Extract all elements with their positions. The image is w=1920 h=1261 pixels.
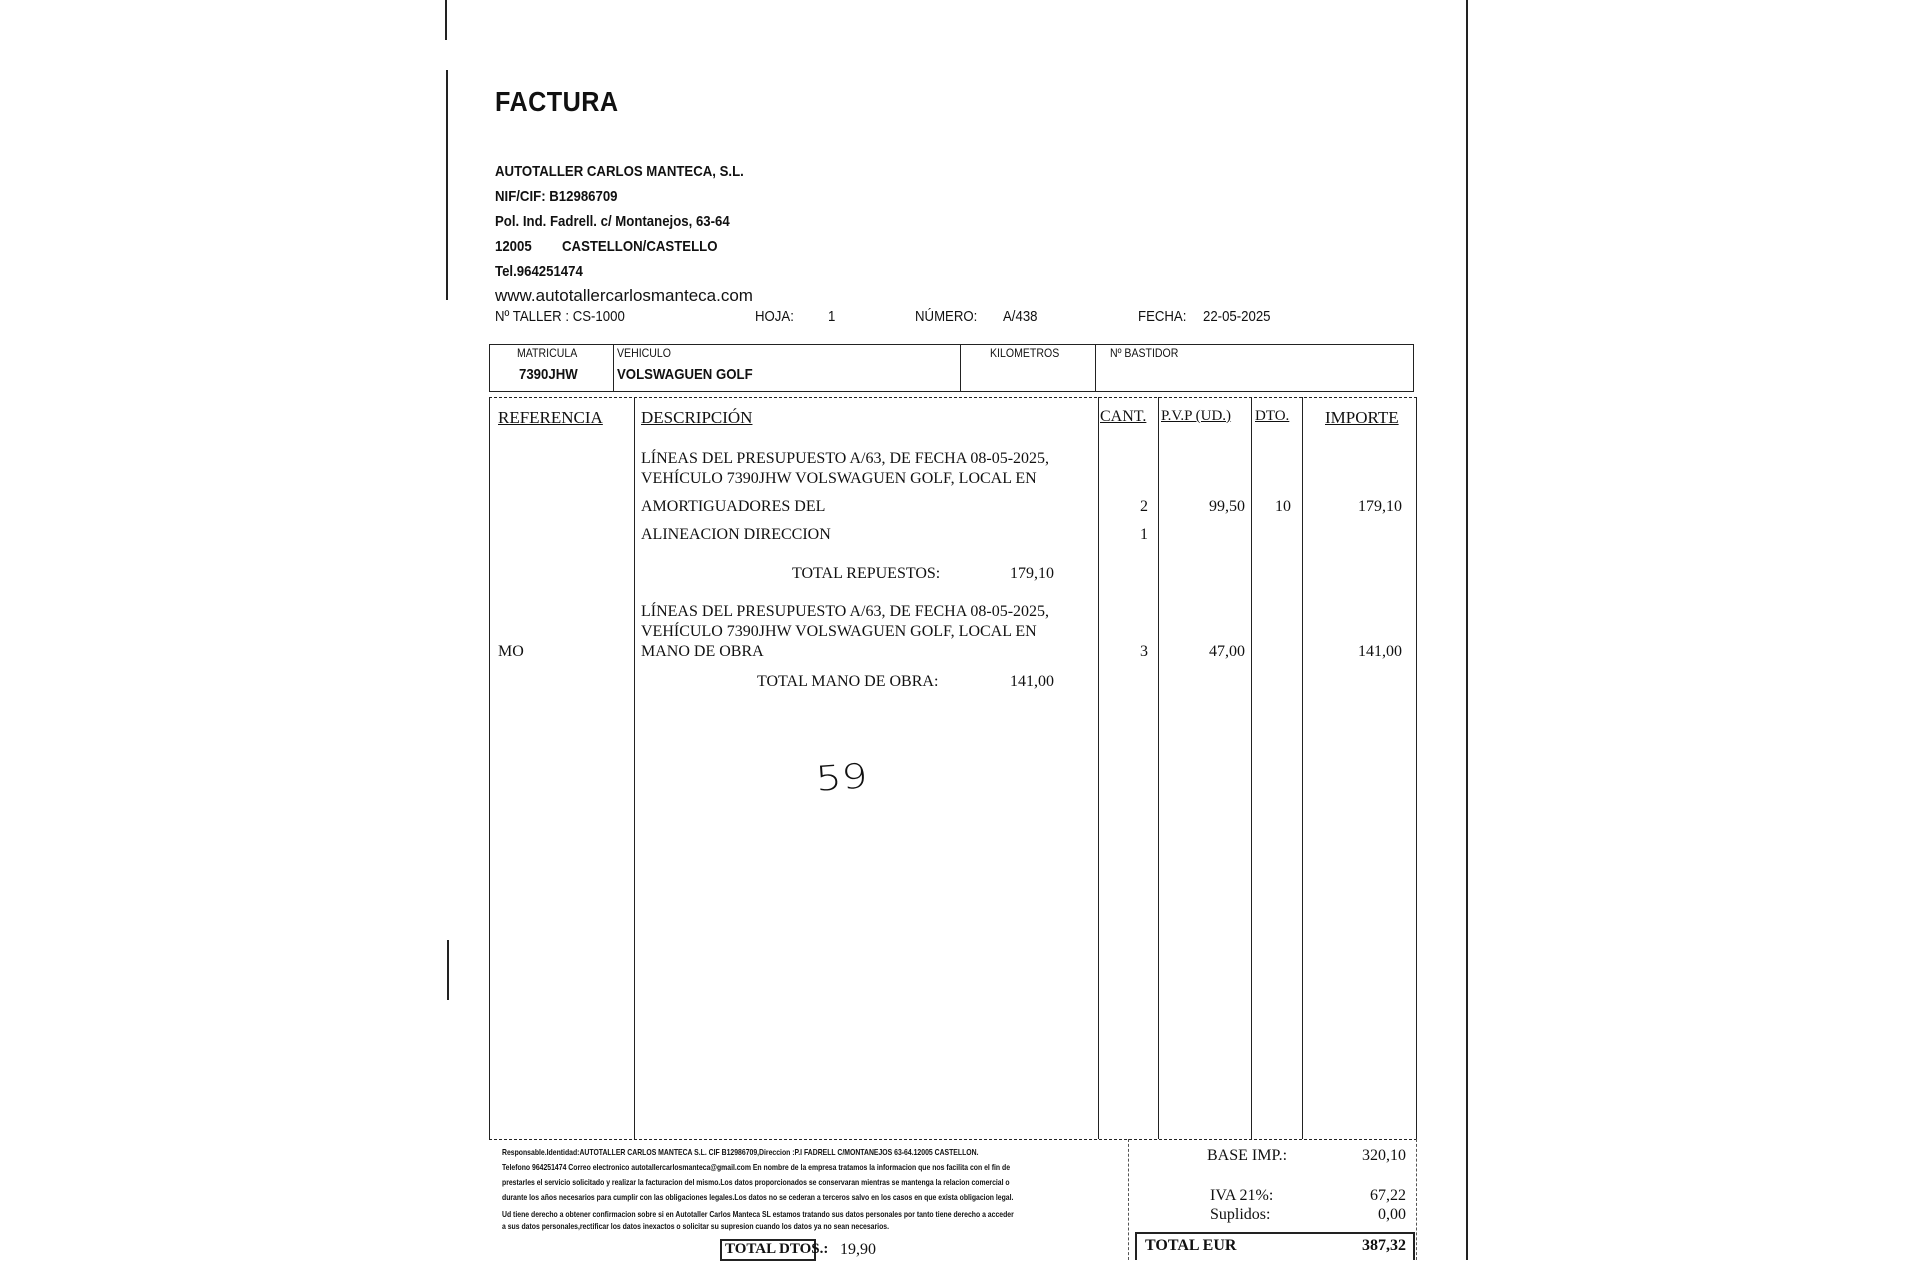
suplidos-value: 0,00: [1378, 1206, 1406, 1223]
totals-box-right-border: [1416, 1139, 1417, 1260]
company-phone: Tel.964251474: [495, 263, 583, 280]
vehicle-divider: [1095, 344, 1096, 392]
block1-subtotal-label: TOTAL REPUESTOS:: [792, 565, 941, 582]
company-name: AUTOTALLER CARLOS MANTECA, S.L.: [495, 163, 744, 180]
totals-box-left-border: [1128, 1139, 1129, 1260]
block1-item1-cant: 2: [1140, 498, 1148, 515]
legal-line-1: Responsable.Identidad:AUTOTALLER CARLOS MANTECA S.L. CIF B12986709,Direccion :P.I FADRELL C/MONTANEJOS 63-64.12005 CASTELLON.: [502, 1147, 979, 1157]
numero-label: NÚMERO:: [915, 308, 978, 325]
block1-desc-line1: LÍNEAS DEL PRESUPUESTO A/63, DE FECHA 08-05-2025,: [641, 450, 1050, 467]
col-header-descripcion: DESCRIPCIÓN: [641, 408, 753, 427]
block1-subtotal-value: 179,10: [1010, 565, 1054, 582]
block1-item2-desc: ALINEACION DIRECCION: [641, 526, 831, 543]
fecha-label: FECHA:: [1138, 308, 1187, 325]
suplidos-label: Suplidos:: [1210, 1206, 1271, 1223]
col-header-cant: CANT.: [1100, 408, 1147, 425]
vehicle-divider: [613, 344, 614, 392]
table-top-border: [489, 397, 1417, 398]
block1-item2-cant: 1: [1140, 526, 1148, 543]
base-imponible-label: BASE IMP.:: [1207, 1147, 1288, 1164]
block2-importe: 141,00: [1358, 643, 1402, 660]
block2-item-desc: MANO DE OBRA: [641, 643, 764, 660]
iva-label: IVA 21%:: [1210, 1187, 1274, 1204]
fecha-value: 22-05-2025: [1203, 308, 1271, 325]
block2-subtotal-value: 141,00: [1010, 673, 1054, 690]
company-city: CASTELLON/CASTELLO: [562, 238, 718, 255]
company-address: Pol. Ind. Fadrell. c/ Montanejos, 63-64: [495, 213, 730, 230]
block1-item1-pvp: 99,50: [1209, 498, 1245, 515]
col-header-referencia: REFERENCIA: [498, 408, 603, 427]
vehicle-divider: [960, 344, 961, 392]
hoja-value: 1: [828, 308, 836, 325]
block2-reference: MO: [498, 643, 524, 660]
legal-line-2: Telefono 964251474 Correo electronico autotallercarlosmanteca@gmail.com En nombre de la empresa tratamos la informacion que nos facilita con el fin de: [502, 1162, 1011, 1172]
col-header-dto: DTO.: [1255, 408, 1290, 424]
block2-subtotal-label: TOTAL MANO DE OBRA:: [757, 673, 939, 690]
company-postal-code: 12005: [495, 238, 532, 255]
total-eur-label: TOTAL EUR: [1145, 1237, 1237, 1254]
block2-desc-line2: VEHÍCULO 7390JHW VOLSWAGUEN GOLF, LOCAL EN: [641, 623, 1037, 640]
block1-desc-line2: VEHÍCULO 7390JHW VOLSWAGUEN GOLF, LOCAL EN: [641, 470, 1037, 487]
scan-edge-right: [1466, 0, 1468, 1260]
block1-item1-dto: 10: [1275, 498, 1291, 515]
kilometros-label: KILOMETROS: [990, 346, 1060, 360]
vehiculo-label: VEHICULO: [617, 346, 671, 360]
legal-line-5: Ud tiene derecho a obtener confirmacion sobre si en Autotaller Carlos Manteca SL estamos tratando sus datos personales por tanto tiene derecho a acceder: [502, 1209, 1014, 1219]
legal-line-6: a sus datos personales,rectificar los datos inexactos o solicitar su supresion cuando los datos ya no sean necesarios.: [502, 1221, 890, 1231]
hoja-label: HOJA:: [755, 308, 794, 325]
total-dtos-value: 19,90: [840, 1241, 876, 1258]
legal-line-3: prestarles el servicio solicitado y realizar la facturacion del mismo.Los datos proporcionados se conservaran mientras se mantenga la relacion comercial o: [502, 1177, 1010, 1187]
col-line-left: [489, 397, 490, 1139]
numero-value: A/438: [1003, 308, 1038, 325]
block2-pvp: 47,00: [1209, 643, 1245, 660]
block2-cant: 3: [1140, 643, 1148, 660]
legal-line-4: durante los años necesarios para cumplir con las obligaciones legales.Los datos no se cederan a terceros salvo en los casos en que exista obligacion legal.: [502, 1192, 1014, 1202]
footer-top-border: [489, 1139, 1417, 1140]
company-nif: NIF/CIF: B12986709: [495, 188, 618, 205]
invoice-page: [445, 0, 1455, 1260]
col-line-ref: [634, 397, 635, 1139]
base-imponible-value: 320,10: [1362, 1147, 1406, 1164]
col-header-importe: IMPORTE: [1325, 408, 1399, 427]
iva-value: 67,22: [1370, 1187, 1406, 1204]
col-header-pvp: P.V.P (UD.): [1161, 408, 1232, 424]
bastidor-label: Nº BASTIDOR: [1110, 346, 1179, 360]
handwritten-note: 59: [814, 756, 869, 800]
block1-item1-importe: 179,10: [1358, 498, 1402, 515]
taller-number: Nº TALLER : CS-1000: [495, 308, 625, 325]
matricula-label: MATRICULA: [517, 346, 578, 360]
block1-item1-desc: AMORTIGUADORES DEL: [641, 498, 826, 515]
vehiculo-value: VOLSWAGUEN GOLF: [617, 366, 753, 383]
company-website: www.autotallercarlosmanteca.com: [495, 286, 753, 305]
total-eur-value: 387,32: [1362, 1237, 1406, 1254]
matricula-value: 7390JHW: [519, 366, 578, 383]
block2-desc-line1: LÍNEAS DEL PRESUPUESTO A/63, DE FECHA 08-05-2025,: [641, 603, 1050, 620]
total-dtos-label: TOTAL DTOS.:: [725, 1241, 829, 1257]
document-title: FACTURA: [495, 86, 619, 117]
col-line-right: [1416, 397, 1417, 1139]
